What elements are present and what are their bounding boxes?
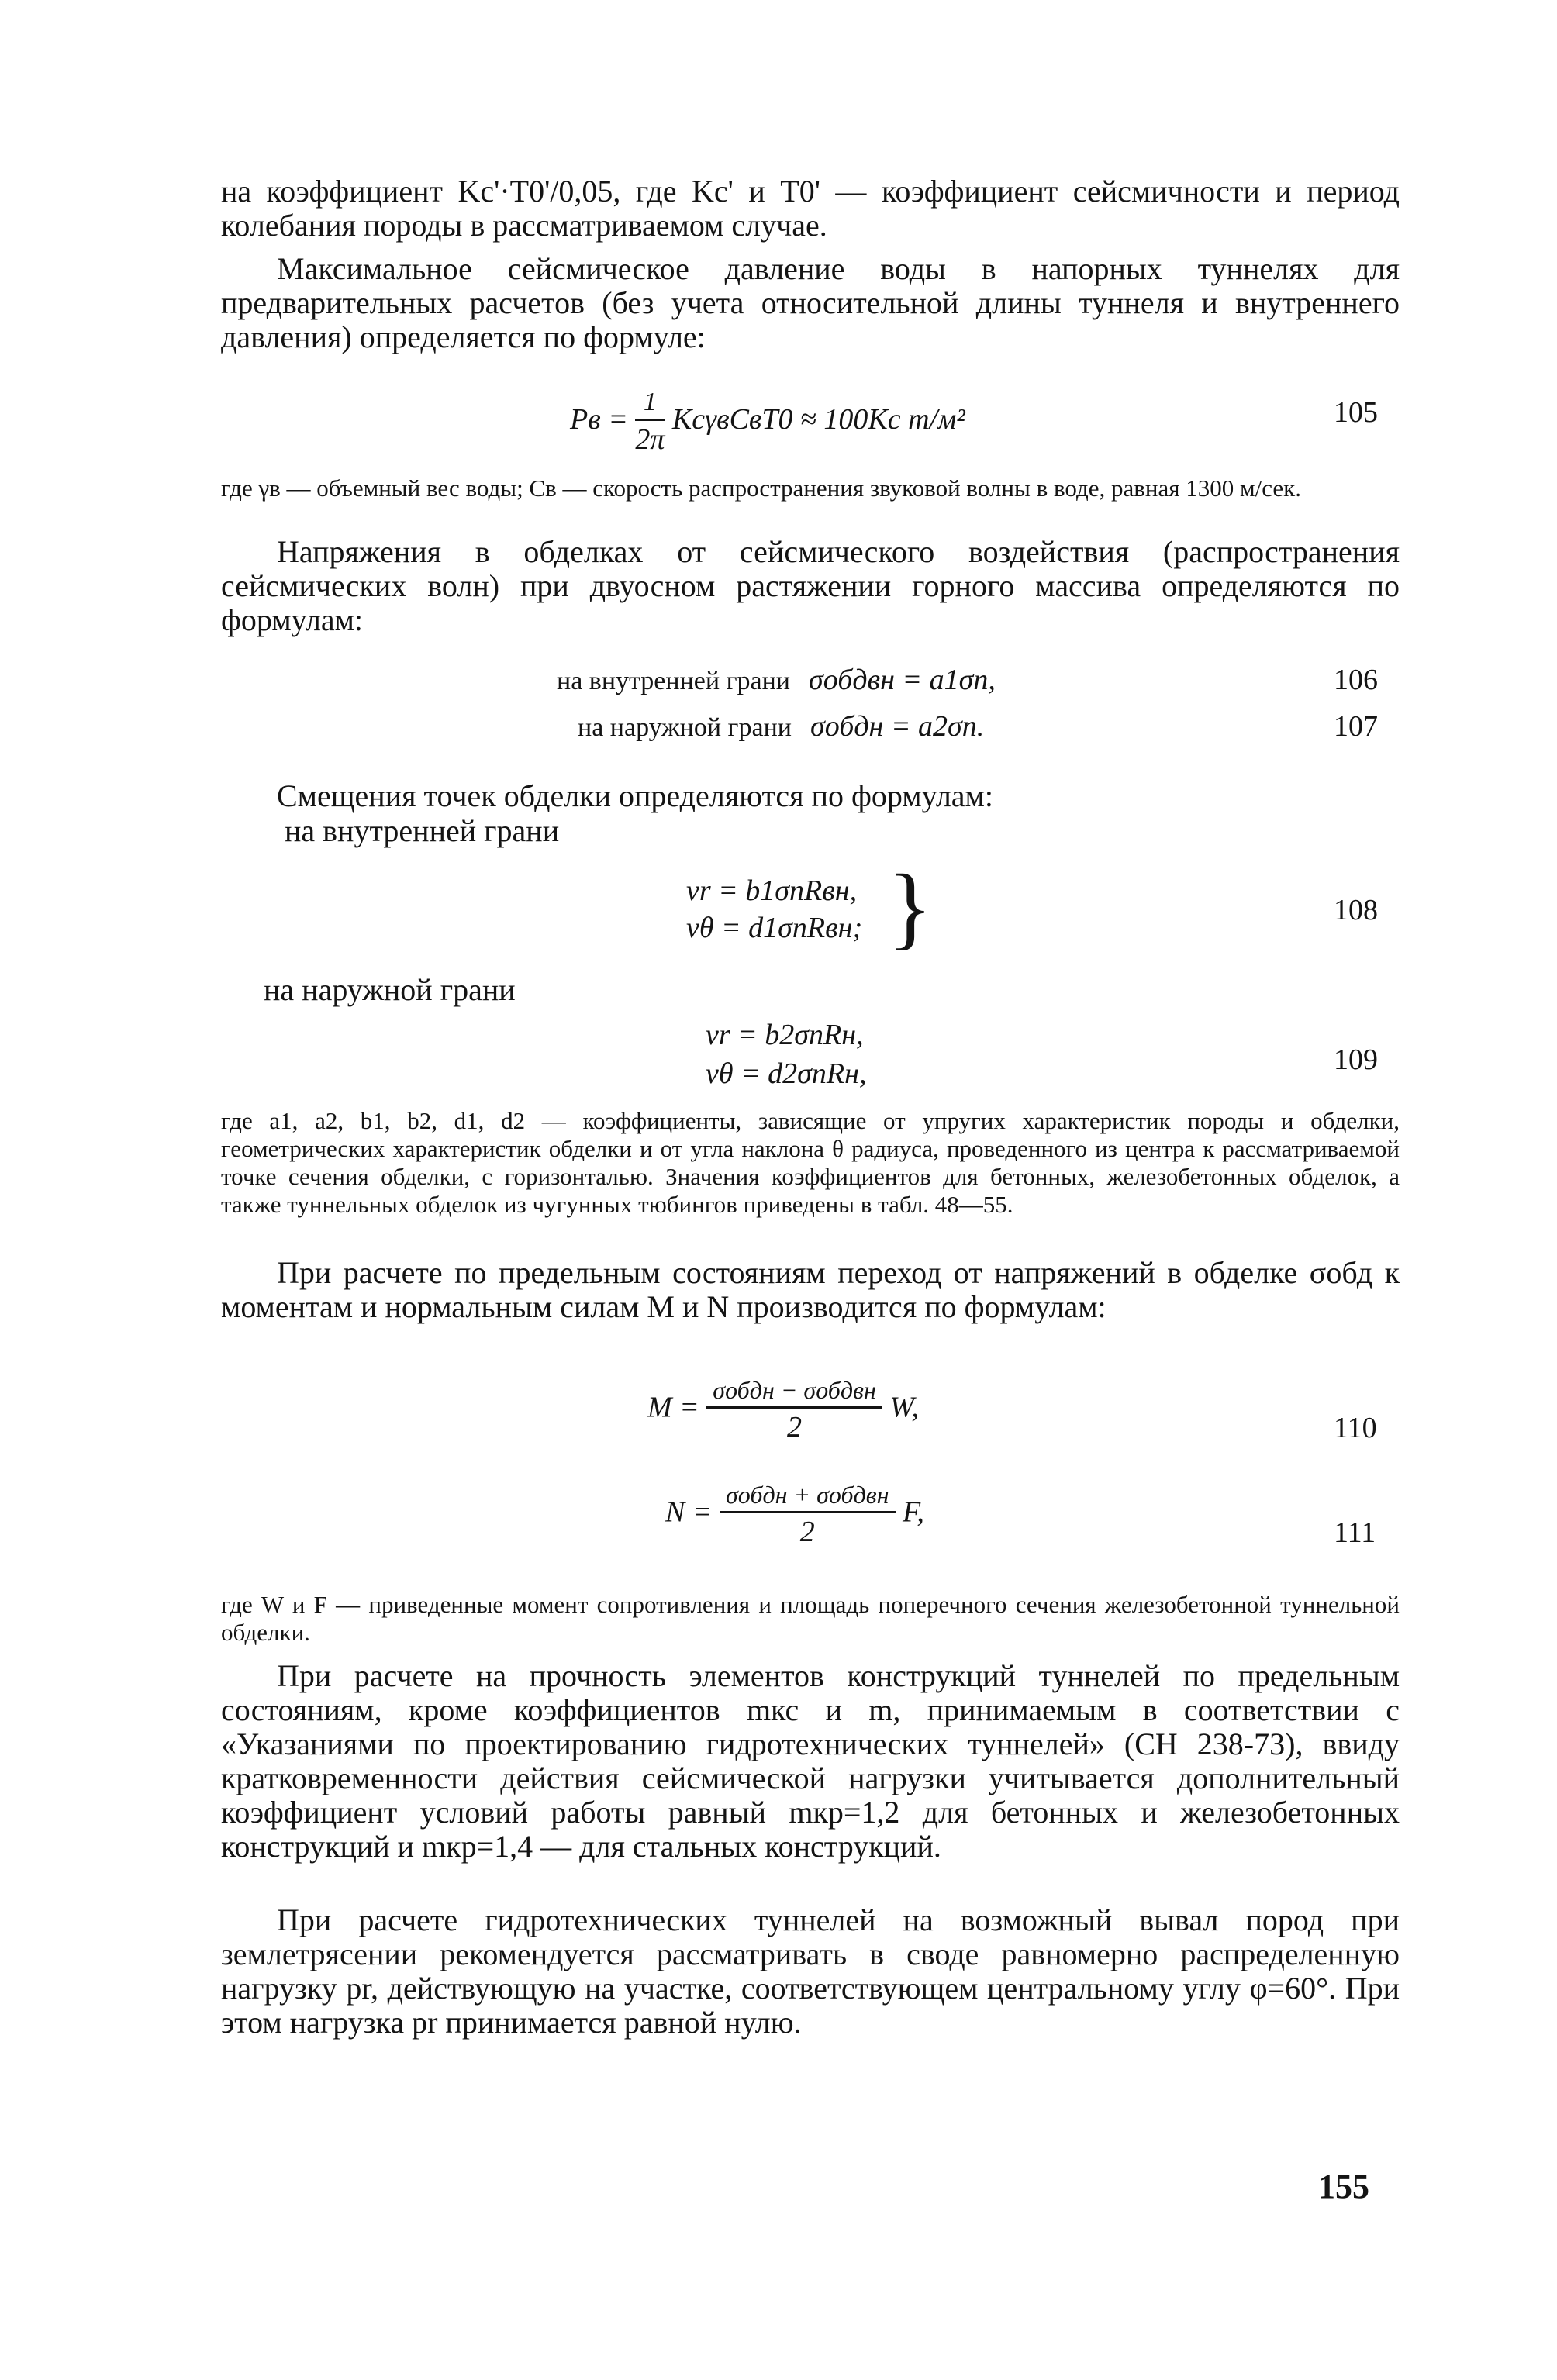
outer-face-label: на наружной грани [264, 972, 516, 1007]
equation-number-105: 105 [1334, 396, 1378, 429]
paragraph-4: Смещения точек обделки определяются по формулам: [277, 778, 993, 813]
page-number: 155 [1318, 2168, 1369, 2206]
formula-111-numerator: σобдн + σобдвн [720, 1481, 896, 1513]
paragraph-6: При расчете на прочность элементов конструкций туннелей по предельным состояниям, кроме коэффициентов mкс и m, принимаемым в соответствии с «Указаниями по проектированию гидротехнических туннелей» (СН 238-73), ввиду кратковременности действия сейсмической нагрузки учитывается дополнительный коэффициент условий работы равный mкр=1,2 для бетонных и железобетонных конструкций и mкр=1,4 — для стальных конструкций. [221, 1658, 1400, 1864]
paragraph-7: При расчете гидротехнических туннелей на возможный вывал пород при землетрясении рекомендуется рассматривать в своде равномерно распределенную нагрузку pr, действующую на участке, соответствующем центральному углу φ=60°. При этом нагрузка pr принимается равной нулю. [221, 1902, 1400, 2040]
formula-110-right: W, [889, 1391, 919, 1424]
formula-109 [706, 1016, 866, 1093]
equation-number-111: 111 [1334, 1516, 1376, 1549]
equation-number-109: 109 [1334, 1043, 1378, 1076]
formula-105-fraction [635, 388, 665, 457]
formula-110-fraction [706, 1376, 882, 1444]
formula-110-denominator: 2 [787, 1411, 803, 1444]
equation-number-106: 106 [1334, 664, 1378, 696]
paragraph-3: Напряжения в обделках от сейсмического воздействия (распространения сейсмических волн) при двуосном растяжении горного массива определяются по формулам: [221, 534, 1400, 637]
formula-108-brace: } [888, 855, 933, 958]
formula-111-fraction [720, 1481, 896, 1549]
formula-105-right: KcγвCвT0 ≈ 100Kc т/м² [671, 403, 965, 436]
formula-110 [647, 1376, 919, 1444]
inner-face-label: на внутренней грани [285, 813, 560, 848]
formula-109-line-1: vr = b2σnRн, [706, 1019, 864, 1051]
paragraph-1: на коэффициент Kc'·T0'/0,05, где Kc' и T0' — коэффициент сейсмичности и период колебания породы в рассматриваемом случае. [221, 174, 1400, 243]
formula-105 [570, 388, 965, 457]
formula-108 [686, 872, 862, 947]
formula-106-label: на внутренней грани [557, 667, 791, 695]
formula-108-line-1: vr = b1σnRвн, [686, 874, 858, 907]
formula-110-left: M = [647, 1391, 707, 1424]
formula-106 [557, 663, 996, 697]
equation-number-107: 107 [1334, 710, 1378, 743]
formula-111 [665, 1481, 924, 1549]
formula-111-right: F, [903, 1495, 924, 1529]
formula-109-line-2: vθ = d2σnRн, [706, 1057, 867, 1090]
note-1: где γв — объемный вес воды; Cв — скорость распространения звуковой волны в воде, равная 1300 м/сек. [221, 474, 1301, 502]
formula-108-line-2: vθ = d1σnRвн; [686, 912, 863, 944]
paragraph-2: Максимальное сейсмическое давление воды в напорных туннелях для предварительных расчетов (без учета относительной длины туннеля и внутреннего давления) определяется по формуле: [221, 251, 1400, 354]
formula-111-left: N = [665, 1495, 720, 1529]
formula-107-label: на наружной грани [578, 713, 792, 742]
formula-106-expr: σобдвн = a1σn, [809, 664, 996, 696]
paragraph-5: При расчете по предельным состояниям переход от напряжений в обделке σобд к моментам и нормальным силам M и N производится по формулам: [221, 1255, 1400, 1324]
formula-105-left: Pв = [570, 403, 636, 436]
formula-111-denominator: 2 [799, 1516, 815, 1548]
formula-107-expr: σобдн = a2σn. [810, 710, 985, 743]
equation-number-110: 110 [1334, 1412, 1377, 1444]
formula-105-numerator: 1 [635, 388, 665, 421]
note-2: где a1, a2, b1, b2, d1, d2 — коэффициенты, зависящие от упругих характеристик породы и обделки, геометрических характеристик обделки и от угла наклона θ радиуса, проведенного из центра к рассматриваемой точке сечения обделки, с горизонталью. Значения коэффициентов для бетонных, железобетонных обделок, а также туннельных обделок из чугунных тюбингов приведены в табл. 48—55. [221, 1107, 1400, 1218]
note-3: где W и F — приведенные момент сопротивления и площадь поперечного сечения железобетонной туннельной обделки. [221, 1591, 1400, 1646]
equation-number-108: 108 [1334, 894, 1378, 926]
formula-107 [578, 709, 984, 743]
formula-105-denominator: 2π [635, 423, 665, 456]
formula-110-numerator: σобдн − σобдвн [706, 1376, 882, 1409]
